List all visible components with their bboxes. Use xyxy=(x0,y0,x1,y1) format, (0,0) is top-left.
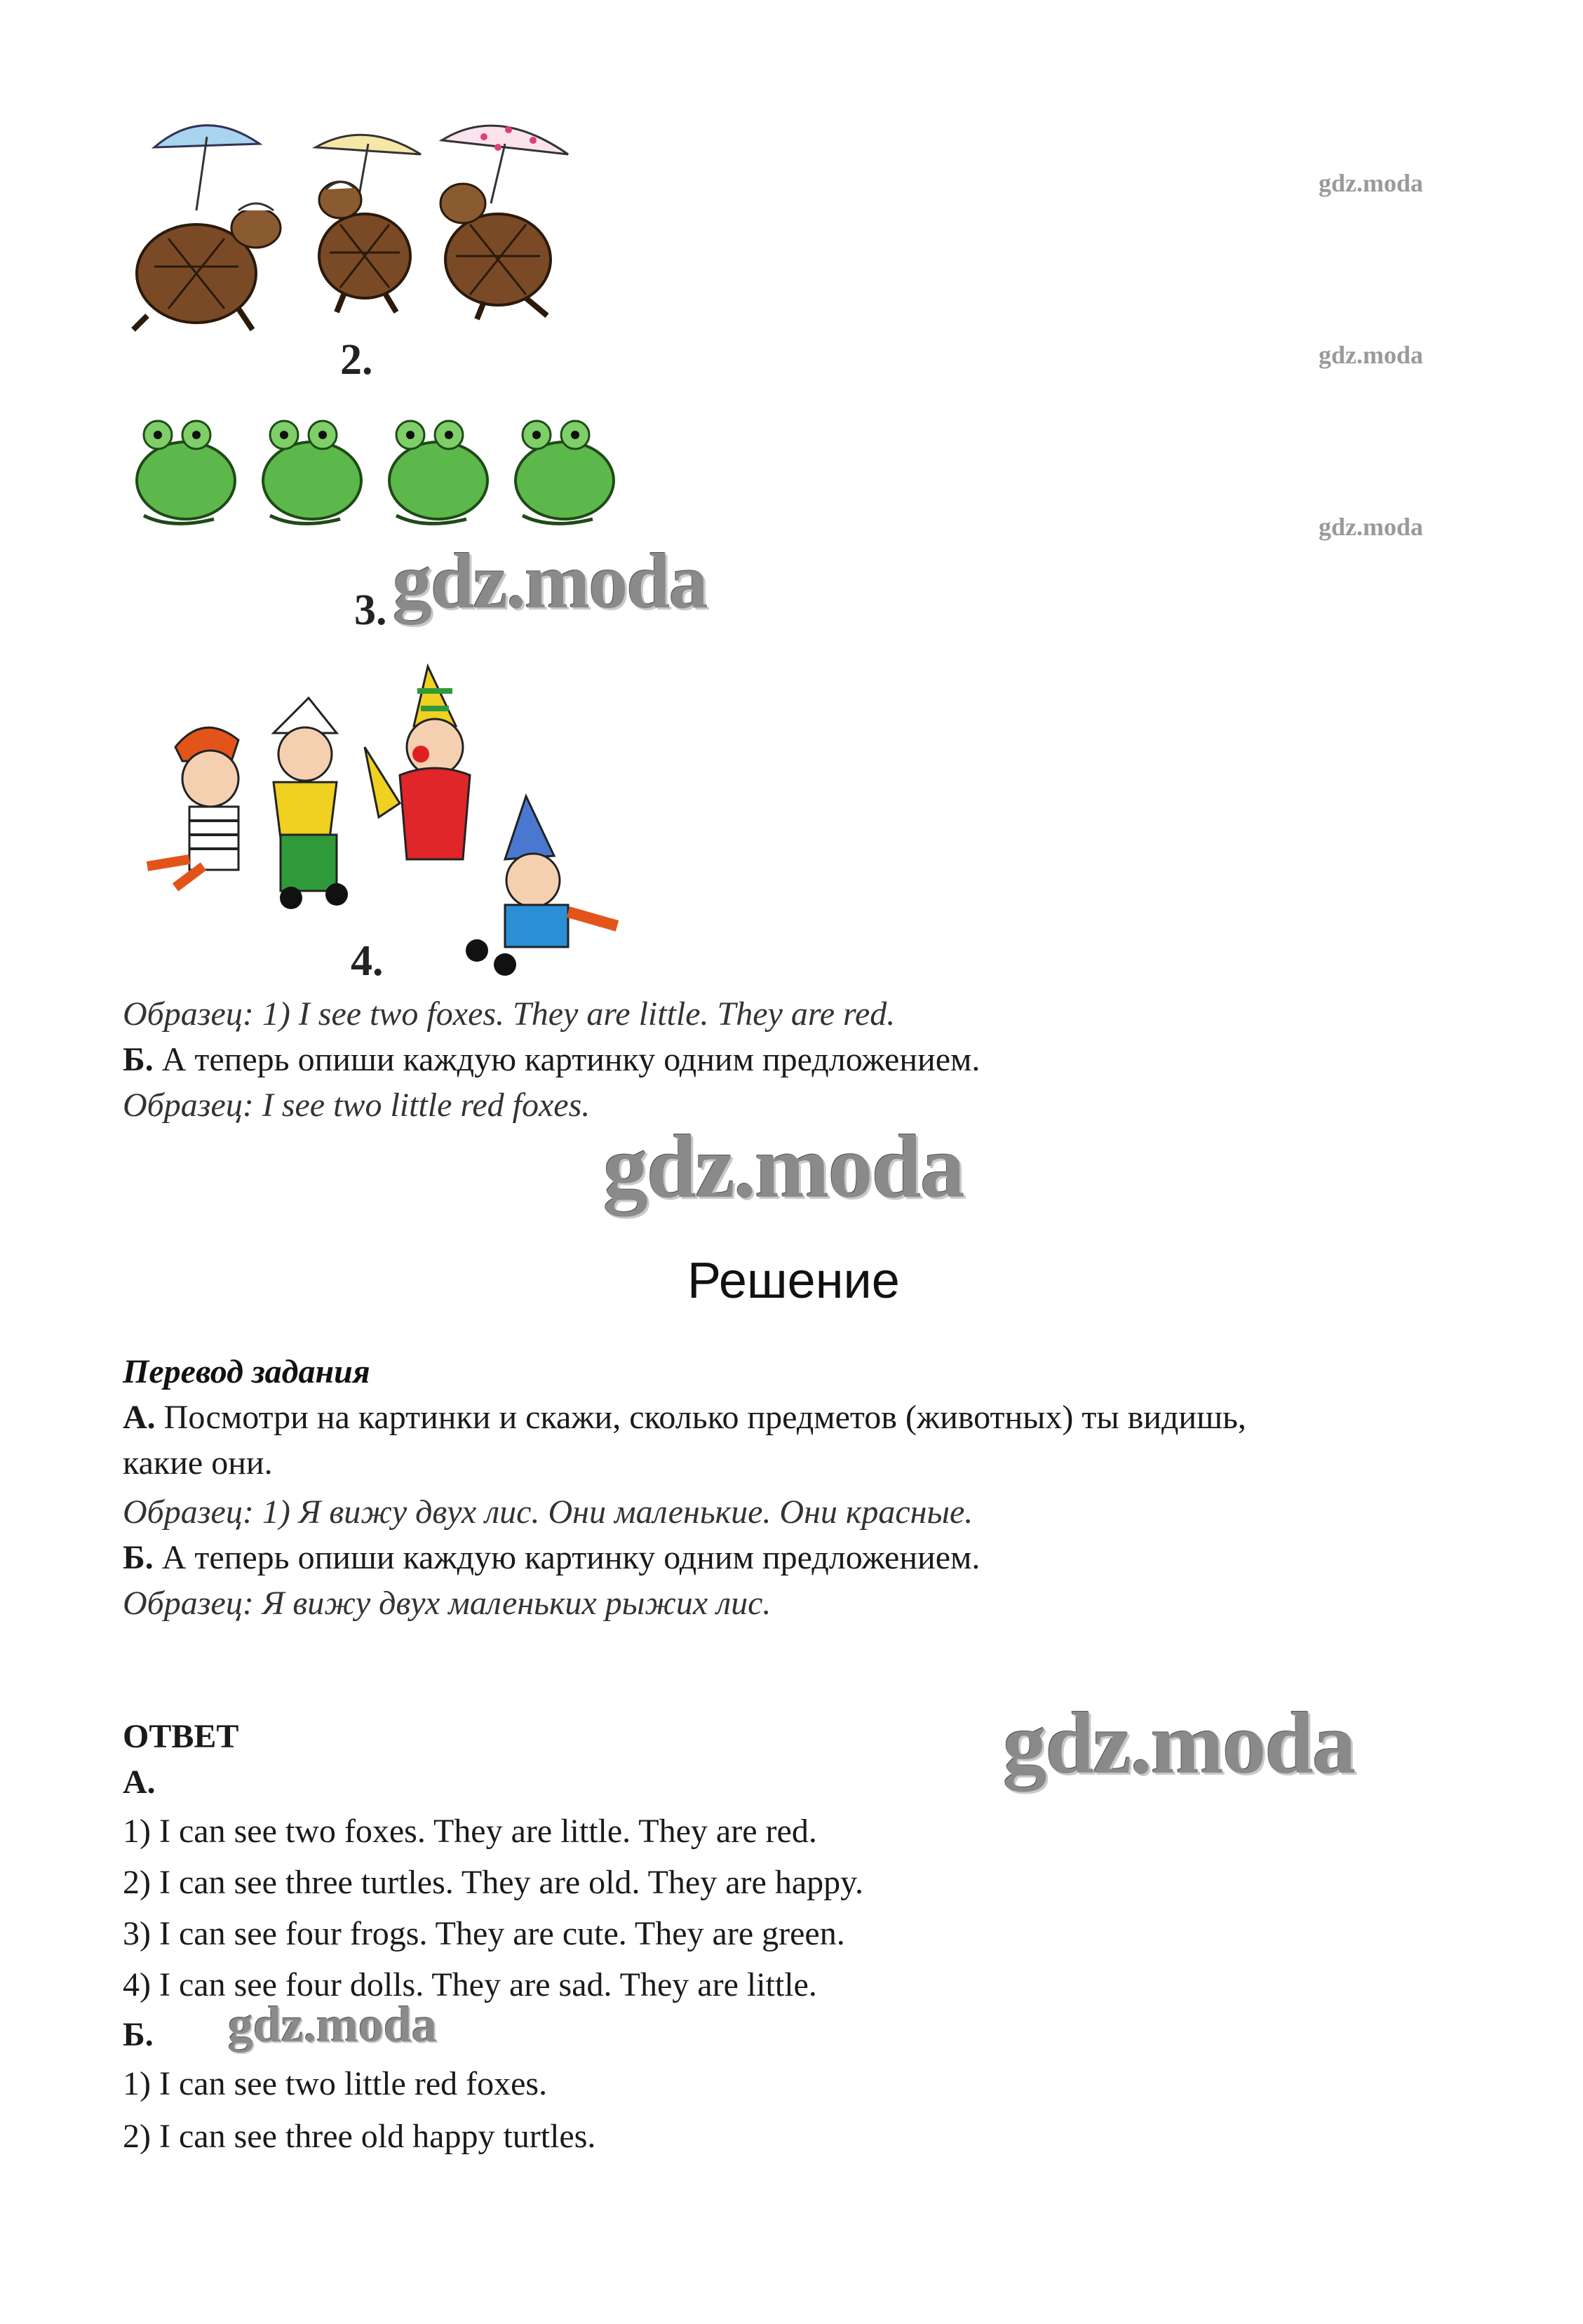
task-sample-2: Образец: I see two little red foxes. xyxy=(123,1087,591,1124)
doll-2 xyxy=(274,698,348,909)
watermark-6: gdz.moda xyxy=(1003,1695,1355,1792)
turtles-illustration xyxy=(126,105,603,351)
frog-4 xyxy=(516,421,614,523)
frogs-number: 3. xyxy=(354,586,387,634)
translation-sample-1: Образец: 1) Я вижу двух лис. Они маленькие. Они красные. xyxy=(123,1493,974,1531)
translation-b-text: А теперь опиши каждую картинку одним предложением. xyxy=(153,1539,981,1576)
translation-a-line-2: какие они. xyxy=(123,1444,273,1482)
frog-2 xyxy=(263,421,361,523)
answer-a-item-3: 3) I can see four frogs. They are cute. They are green. xyxy=(123,1915,845,1952)
turtle-3 xyxy=(440,126,568,319)
solution-title: Решение xyxy=(687,1253,900,1309)
answer-b-item-2: 2) I can see three old happy turtles. xyxy=(123,2118,596,2155)
frog-3 xyxy=(389,421,487,523)
translation-b-line xyxy=(123,1536,980,1580)
frogs-illustration xyxy=(130,403,635,533)
translation-sample-2: Образец: Я вижу двух маленьких рыжих лис. xyxy=(123,1585,772,1622)
turtles-number: 2. xyxy=(340,336,373,384)
dolls-number: 4. xyxy=(351,937,384,985)
translation-a-text-1: Посмотри на картинки и скажи, сколько предметов (животных) ты видишь, xyxy=(155,1399,1246,1436)
translation-b-label: Б. xyxy=(123,1539,154,1576)
watermark-5: gdz.moda xyxy=(603,1117,964,1216)
task-part-b-label: Б. xyxy=(123,1041,154,1078)
answer-b-label: Б. xyxy=(123,2016,154,2053)
turtle-2 xyxy=(316,135,421,312)
watermark-2: gdz.moda xyxy=(1319,341,1424,369)
task-part-b-text: А теперь опиши каждую картинку одним предложением. xyxy=(153,1041,981,1078)
translation-a-line-1 xyxy=(123,1396,1246,1439)
frog-1 xyxy=(137,421,235,523)
translation-a-label: А. xyxy=(123,1399,156,1436)
dolls-illustration xyxy=(133,656,638,979)
answer-b-item-1: 1) I can see two little red foxes. xyxy=(123,2065,548,2102)
watermark-7: gdz.moda xyxy=(228,1996,438,2053)
watermark-4: gdz.moda xyxy=(393,538,707,625)
answer-a-item-4: 4) I can see four dolls. They are sad. They are little. xyxy=(123,1966,817,2003)
watermark-1: gdz.moda xyxy=(1319,169,1424,197)
turtle-1 xyxy=(133,126,281,330)
task-sample-1: Образец: 1) I see two foxes. They are little. They are red. xyxy=(123,995,896,1033)
watermark-3: gdz.moda xyxy=(1319,513,1424,541)
answer-a-item-2: 2) I can see three turtles. They are old. They are happy. xyxy=(123,1864,863,1901)
doll-4 xyxy=(466,796,617,976)
translation-title: Перевод задания xyxy=(123,1353,370,1390)
answer-a-label: А. xyxy=(123,1764,156,1801)
answer-a-item-1: 1) I can see two foxes. They are little. They are red. xyxy=(123,1813,817,1850)
doll-1 xyxy=(147,727,238,887)
task-part-b xyxy=(123,1038,980,1082)
doll-3 xyxy=(365,666,470,859)
answer-title: ОТВЕТ xyxy=(123,1718,239,1755)
